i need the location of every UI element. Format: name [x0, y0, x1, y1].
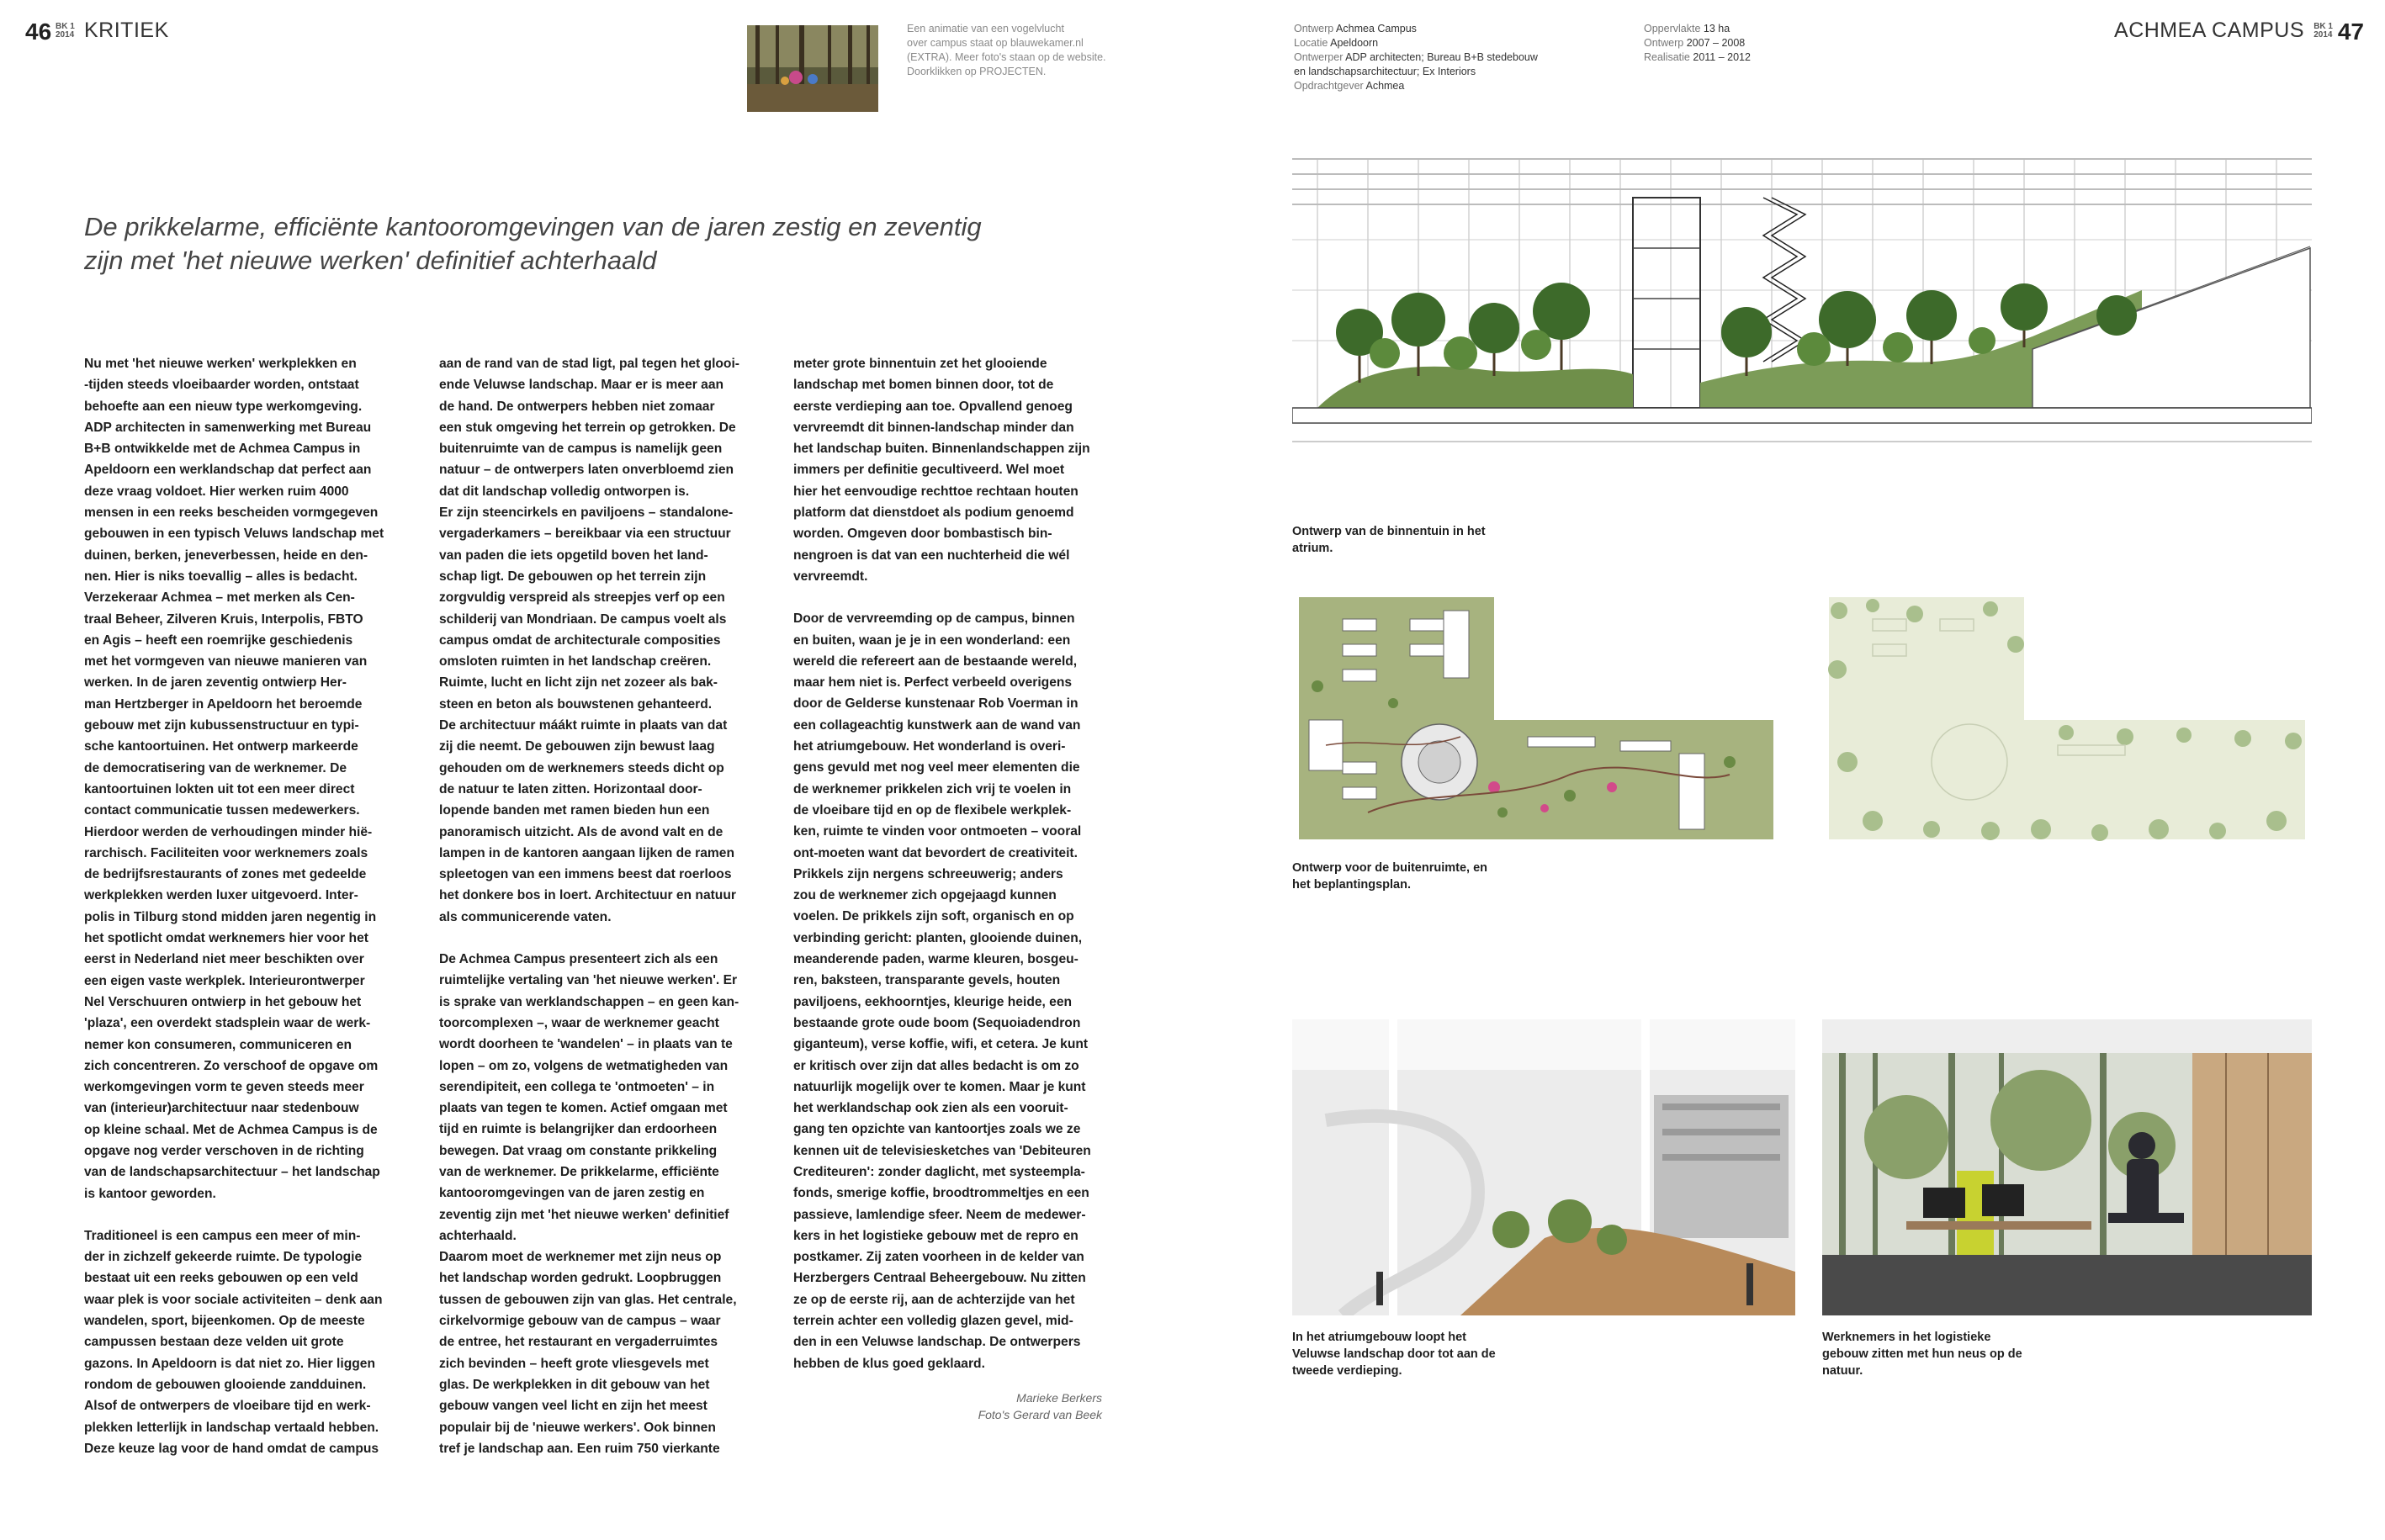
caption-site-plans: Ontwerp voor de buitenruimte, en het beplantingsplan.	[1292, 861, 1488, 892]
col1-paragraph-1: Nu met 'het nieuwe werken' werkplekken en -tijden steeds vloeibaarder worden, ontstaat behoefte aan een nieuw type werkomgeving. ADP architecten in samenwerking met Bureau B+B ontwikkelde met de Achmea Campus in Apeldoorn een werklandschap dat perfect aan deze vraag voldoet. Hier werken ruim 4000 mensen in een reeks bescheiden vormgegeven gebouwen in een typisch Veluws landschap met duinen, berken, jeneverbessen, heide en den- nen. Hier is niks toevallig – alles is bedacht. Verzekeraar Achmea – met merken als Cen- traal Beheer, Zilveren Kruis, Interpolis, FBTO en Agis – heeft een roemrijke geschiedenis met het vormgeven van nieuwe manieren van werken. In de jaren zeventig ontwierp Her- man Hertzberger in Apeldoorn het beroemde gebouw met zijn kubussenstructuur en typi- sche kantoortuinen. Het ontwerp markeerde de democratisering van de werknemer. De kantoortuinen lokten uit tot een meer direct contact communicatie tussen medewerkers. Hierdoor werden de verhoudingen minder hië- rarchisch. Faciliteiten voor werknemers zoals de bedrijfsrestaurants of zones met gedeelde werkplekken werden luxer uitgevoerd. Inter- polis in Tilburg stond midden jaren negentig in het spotlicht omdat werknemers hier voor het eerst in Nederland niet meer beschikten over een eigen vaste werkplek. Interieurontwerper Nel Verschuuren ontwierp in het gebouw het 'plaza', een overdekt stadsplein waar de werk- nemer kon consumeren, communiceren en zich concentreren. Zo verschoof de opgave om werkomgevingen vorm te geven steeds meer van (interieur)architectuur naar stedenbouw op kleine schaal. Met de Achmea Campus is de opgave nog verder verschoven in de richting van de landschapsarchitectuur – het landschap is kantoor geworden.	[84, 357, 384, 1201]
meta-key: Ontwerper	[1294, 51, 1344, 63]
atrium-photo	[1292, 1019, 1795, 1315]
meta-value: en landschapsarchitectuur; Ex Interiors	[1294, 66, 1476, 77]
meta-value: 2011 – 2012	[1693, 51, 1751, 63]
meta-key: Realisatie	[1644, 51, 1690, 63]
meta-key: Oppervlakte	[1644, 23, 1701, 34]
page-number-left: 46	[25, 19, 52, 45]
meta-value: Achmea Campus	[1336, 23, 1417, 34]
forest-thumbnail	[747, 25, 878, 112]
meta-value: 13 ha	[1703, 23, 1730, 34]
site-plan-color	[1292, 594, 1780, 846]
col3-paragraph-2: Door de vervreemding op de campus, binnen en buiten, waan je je in een wonderland: een wereld die refereert aan de bestaande wereld, maar hem niet is. Perfect verbeeld overigens door de Gelderse kunstenaar Rob Voerman in een collageachtig kunstwerk aan de wand van het atriumgebouw. Het wonderland is overi- gens gevuld met nog veel meer elementen die de werknemer prikkelen zich vrij te voelen in de vloeibare tijd en op de flexibele werkplek- ken, ruimte te vinden voor ontmoeten – vooral ont-moeten want dat bevordert de creativiteit. Prikkels zijn nergens schreeuwerig; anders zou de werknemer zich opgejaagd kunnen voelen. De prikkels zijn soft, organisch en op verbinding gericht: planten, glooiende duinen, meanderende paden, warme kleuren, bosgeu- ren, baksteen, transparante gevels, houten paviljoens, eekhoorntjes, kleurige heide, een bestaande grote oude boom (Sequoiadendron giganteum), verse koffie, wifi, et cetera. Je kunt er kritisch over zijn dat alles bedacht is om zo natuurlijk mogelijk over te komen. Maar je kunt het werklandschap ook zien als een vooruit- gang ten opzichte van kantoortjes zoals we ze kennen uit de televisiesketches van 'Debiteuren Crediteuren': zonder daglicht, met systeempla- fonds, smerige koffie, broodtrommeltjes en een passieve, lamlendige sfeer. Neem de medewer- kers in het logistieke gebouw met de repro en postkamer. Zij zaten voorheen in de kelder van Herzbergers Centraal Beheergebouw. Nu zitten ze op de eerste rij, aan de achterzijde van het terrein achter een volledig glazen gevel, mid- den in een Veluwse landschap. De ontwerpers hebben de klus goed geklaard.	[793, 611, 1091, 1371]
logistics-photo	[1822, 1019, 2312, 1315]
meta-key: Ontwerp	[1644, 37, 1684, 49]
section-title-left: KRITIEK	[84, 19, 169, 42]
col1-paragraph-2: Traditioneel is een campus een meer of min- der in zichzelf gekeerde ruimte. De typologie bestaat uit een reeks gebouwen op een veld waar plek is voor sociale activiteiten – denk aan wandelen, sport, bijeenkomen. Op de meeste campussen bestaan deze velden uit grote gazons. In Apeldoorn is dat niet zo. Hier liggen rondom de gebouwen glooiende zandduinen. Alsof de ontwerpers de vloeibare tijd en werk- plekken letterlijk in landschap vertaald hebben. Deze keuze lag voor de hand omdat de campus	[84, 1228, 383, 1456]
issue-line-2: 2014	[2313, 30, 2333, 40]
article-column-1	[84, 353, 421, 1459]
col2-paragraph-2: De Achmea Campus presenteert zich als een ruimtelijke vertaling van 'het nieuwe werken'. Er is sprake van werklandschappen – en geen kan- toorcomplexen –, waar de werknemer geacht wordt doorheen te 'wandelen' – in plaats van te lopen – om zo, volgens de wetmatigheden van serendipiteit, een collega te 'ontmoeten' – in plaats van tegen te komen. Actief omgaan met tijd en ruimte is belangrijker dan erdoorheen bewegen. Dat vraag om constante prikkeling van de werknemer. De prikkelarme, efficiënte kantooromgevingen van de jaren zestig en zeventig zijn met 'het nieuwe werken' definitief achterhaald. Daarom moet de werknemer met zijn neus op het landschap worden gedrukt. Loopbruggen tussen de gebouwen zijn van glas. Het centrale, cirkelvormige gebouw van de campus – waar de entree, het restaurant en vergaderruimtes zich bevinden – heeft grote vliesgevels met glas. De werkplekken in dit gebouw van het gebouw vangen veel licht en zijn het meest populair bij de 'nieuwe werkers'. Ook binnen tref je landschap aan. Een ruim 750 vierkante	[439, 952, 739, 1456]
meta-row	[1644, 36, 1751, 50]
caption-atrium-photo: In het atriumgebouw loopt het Veluwse landschap door tot aan de tweede verdieping.	[1292, 1331, 1496, 1378]
issue-line-1: BK 1	[2313, 22, 2333, 31]
author-name: Marieke Berkers	[1016, 1391, 1102, 1405]
project-meta-right	[1644, 22, 1751, 65]
meta-value: Apeldoorn	[1330, 37, 1379, 49]
col2-paragraph-1: aan de rand van de stad ligt, pal tegen het glooi- ende Veluwse landschap. Maar er is meer aan de hand. De ontwerpers hebben niet zomaar een stuk omgeving het terrein op getrokken. De buitenruimte van de campus is namelijk geen natuur – de ontwerpers laten onverbloemd zien dat dit landschap volledig ontworpen is. Er zijn steencirkels en paviljoens – standalone- vergaderkamers – bereikbaar via een structuur van paden die iets opgetild boven het land- schap ligt. De gebouwen op het terrein zijn zorgvuldig verspreid als streepjes verf op een schilderij van Mondriaan. De campus voelt als campus omdat de architecturale composities omsloten ruimten in het landschap creëren. Ruimte, lucht en licht zijn net zozeer als bak- steen en beton als bouwstenen gehanteerd. De architectuur máákt ruimte in plaats van dat zij die neemt. De gebouwen zijn bewust laag gehouden om de werknemers steeds dicht op de natuur te laten zitten. Horizontaal door- lopende banden met ramen bieden hun een panoramisch uitzicht. Als de avond valt en de lampen in de kantoren aangaan lijken de ramen spleetogen van een immens beest dat roerloos het donkere bos in loert. Architectuur en natuur als communicerende vaten.	[439, 357, 739, 924]
issue-badge-right	[2313, 23, 2333, 40]
col3-paragraph-1: meter grote binnentuin zet het glooiende landschap met bomen binnen door, tot de eerste verdieping aan toe. Opvallend genoeg vervreemdt dit binnen-landschap minder dan het landschap buiten. Binnenlandschappen zijn immers per definitie gecultiveerd. Wel moet hier het eenvoudige rechttoe rechtaan houten platform dat dienstdoet als podium genoemd worden. Omgeven door bombastisch bin- nengroen is dat van een nuchterheid die wél vervreemdt.	[793, 357, 1090, 584]
meta-row	[1644, 50, 1751, 65]
project-meta-left	[1294, 22, 1538, 93]
planting-plan	[1822, 594, 2312, 846]
section-title-right: ACHMEA CAMPUS	[2114, 19, 2304, 42]
caption-section-drawing: Ontwerp van de binnentuin in het atrium.	[1292, 525, 1486, 555]
meta-row	[1294, 65, 1538, 79]
meta-row	[1294, 22, 1538, 36]
page-number-right: 47	[2337, 19, 2364, 45]
issue-line-2: 2014	[56, 30, 75, 40]
issue-line-1: BK 1	[56, 22, 75, 31]
extra-online-note: Een animatie van een vogelvlucht over campus staat op blauwekamer.nl (EXTRA). Meer foto's staan op de website. Doorklikken op PROJECTEN.	[907, 23, 1106, 77]
meta-key: Locatie	[1294, 37, 1328, 49]
meta-value: ADP architecten; Bureau B+B stedebouw	[1345, 51, 1538, 63]
article-column-2	[439, 353, 776, 1459]
meta-value: 2007 – 2008	[1686, 37, 1746, 49]
caption-logistics-photo: Werknemers in het logistieke gebouw zitten met hun neus op de natuur.	[1822, 1331, 2022, 1378]
issue-badge-left	[56, 23, 75, 40]
meta-row	[1644, 22, 1751, 36]
meta-row	[1294, 36, 1538, 50]
meta-value: Achmea	[1365, 80, 1405, 92]
meta-row	[1294, 50, 1538, 65]
author-credit	[841, 1389, 1102, 1423]
meta-key: Ontwerp	[1294, 23, 1334, 34]
meta-row	[1294, 79, 1538, 93]
lead-quote: De prikkelarme, efficiënte kantooromgevingen van de jaren zestig en zeventig zijn met 'het nieuwe werken' definitief achterhaald	[84, 212, 982, 275]
atrium-section-drawing	[1292, 156, 2312, 479]
article-column-3	[793, 353, 1130, 1374]
meta-key: Opdrachtgever	[1294, 80, 1364, 92]
photo-credit: Foto's Gerard van Beek	[978, 1408, 1102, 1421]
